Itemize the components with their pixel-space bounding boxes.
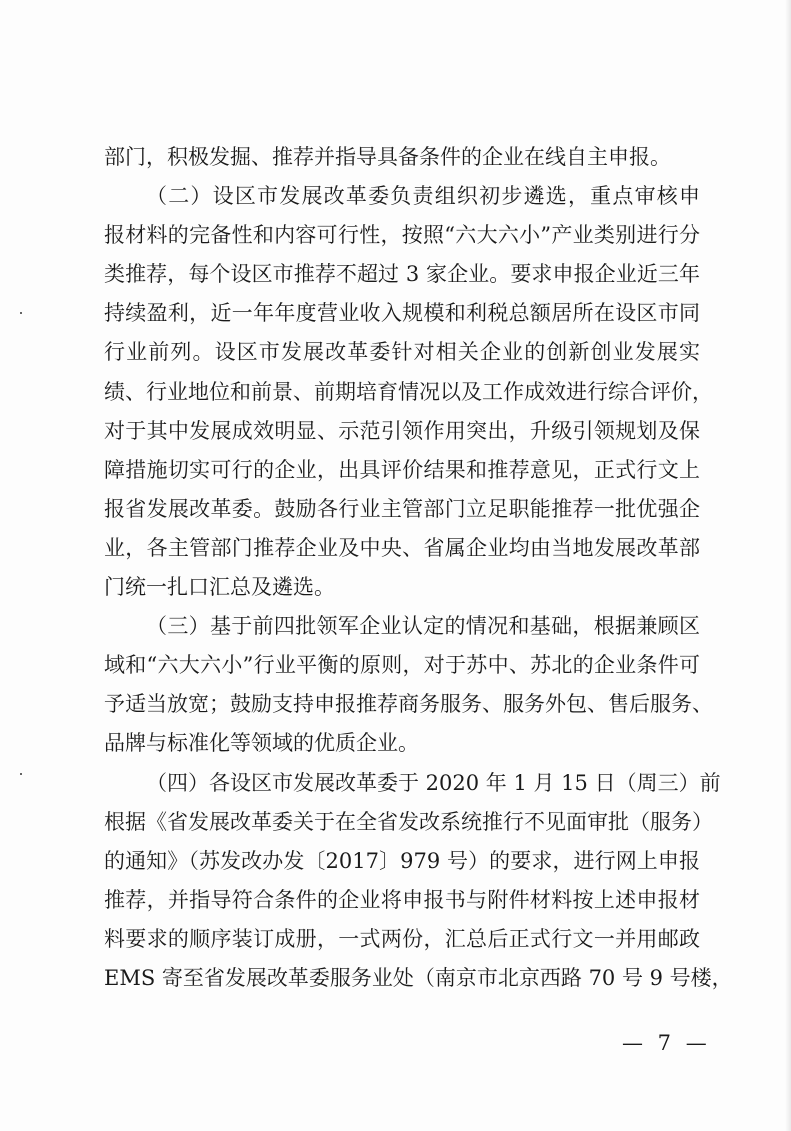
text-line: （四）各设区市发展改革委于 2020 年 1 月 15 日（周三）前 [146,770,721,795]
text-line: EMS 寄至省发展改革委服务业处（南京市北京西路 70 号 9 号楼， [104,965,733,990]
text-line: 予适当放宽；鼓励支持申报推荐商务服务、服务外包、售后服务、 [104,692,713,717]
text-line: 的通知》（苏发改办发〔2017〕979 号）的要求，进行网上申报 [104,848,700,873]
text-line: 根据《省发展改革委关于在全省发改系统推行不见面审批（服务） [104,809,713,834]
scan-speck [20,312,22,314]
scan-speck [20,773,22,775]
text-line: 障措施切实可行的企业，出具评价结果和推荐意见，正式行文上 [104,457,700,482]
text-line: 门统一扎口汇总及遴选。 [104,575,335,600]
text-line: 类推荐，每个设区市推荐不超过 3 家企业。要求申报企业近三年 [104,262,700,287]
text-line: 行业前列。设区市发展改革委针对相关企业的创新创业发展实 [104,340,700,365]
text-line: 绩、行业地位和前景、前期培育情况以及工作成效进行综合评价， [104,379,713,404]
text-line: 推荐，并指导符合条件的企业将申报书与附件材料按上述申报材 [104,887,700,912]
page-number: — 7 — [622,1031,711,1055]
text-line: 报省发展改革委。鼓励各行业主管部门立足职能推荐一批优强企 [104,496,700,521]
text-line: 对于其中发展成效明显、示范引领作用突出，升级引领规划及保 [104,418,700,443]
scan-edge-shadow [785,0,791,1131]
text-line: （二）设区市发展改革委负责组织初步遴选，重点审核申 [146,184,700,209]
text-line: 域和“六大六小”行业平衡的原则，对于苏中、苏北的企业条件可 [104,653,700,678]
text-line: 持续盈利，近一年年度营业收入规模和利税总额居所在设区市同 [104,301,700,326]
text-line: 部门，积极发掘、推荐并指导具备条件的企业在线自主申报。 [104,145,671,169]
body-text [104,138,733,998]
text-line: 品牌与标准化等领域的优质企业。 [104,731,419,756]
text-line: 料要求的顺序装订成册，一式两份，汇总后正式行文一并用邮政 [104,926,700,951]
text-line: （三）基于前四批领军企业认定的情况和基础，根据兼顾区 [146,614,700,639]
text-line: 报材料的完备性和内容可行性，按照“六大六小”产业类别进行分 [104,223,700,248]
text-line: 业，各主管部门推荐企业及中央、省属企业均由当地发展改革部 [104,535,700,560]
